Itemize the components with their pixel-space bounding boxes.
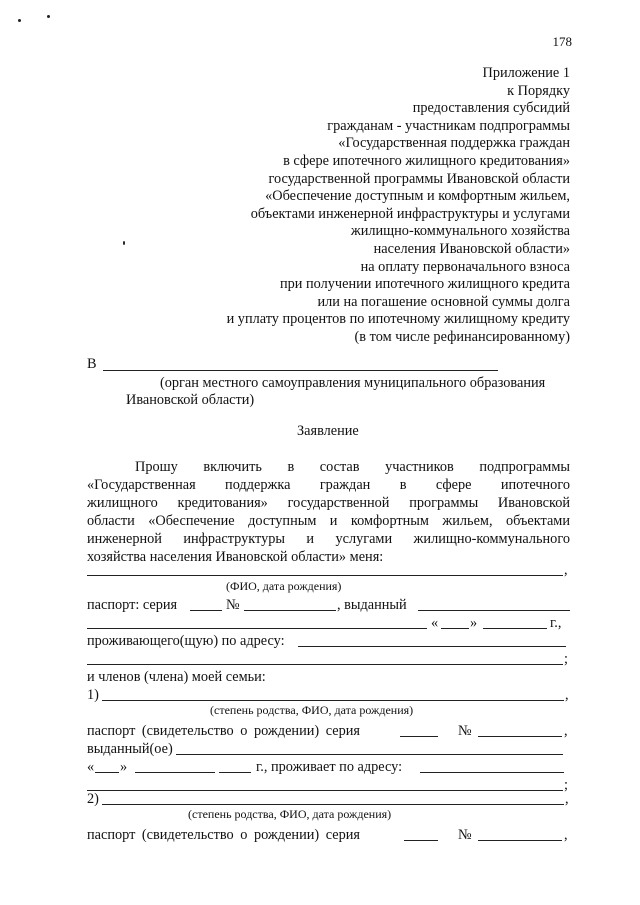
member-1-number-field[interactable] — [478, 736, 562, 737]
appendix-line: гражданам - участникам подпрограммы — [327, 117, 570, 134]
appendix-line: государственной программы Ивановской области — [268, 170, 570, 187]
appendix-line: на оплату первоначального взноса — [360, 258, 570, 275]
body-line: Прошу включить в состав участников подпрограммы — [135, 459, 570, 475]
page-number: 178 — [552, 34, 572, 49]
passport-series-label: паспорт: серия — [87, 597, 178, 613]
member-1-number: 1) — [87, 687, 99, 703]
appendix-line: жилищно-коммунального хозяйства — [350, 223, 570, 240]
member-2-number: 2) — [87, 791, 99, 807]
member-2-number-field[interactable] — [478, 840, 562, 841]
appendix-line: в сфере ипотечного жилищного кредитования» — [283, 152, 570, 169]
stray-mark — [123, 241, 125, 245]
member-2-passport-label: паспорт (свидетельство о рождении) серия — [87, 827, 360, 843]
fio-caption: (ФИО, дата рождения) — [226, 579, 342, 593]
appendix-line: к Порядку — [507, 82, 570, 99]
member-1-passport-label: паспорт (свидетельство о рождении) серия — [87, 723, 360, 739]
appendix-line: Приложение 1 — [482, 65, 570, 81]
date-close: » — [470, 615, 478, 631]
member-1-issued-field[interactable] — [176, 754, 563, 755]
member-1-field[interactable] — [102, 700, 564, 701]
passport-issued-field[interactable] — [418, 610, 570, 611]
member-2-series-field[interactable] — [404, 840, 438, 841]
date-open: « — [431, 615, 439, 631]
member-1-resides-label: г., проживает по адресу: — [256, 759, 403, 775]
member-1-number-sign: № — [458, 723, 472, 739]
residing-field-2[interactable] — [87, 664, 563, 665]
applicant-fio-field[interactable] — [87, 575, 563, 576]
passport-issued-label: , выданный — [337, 597, 407, 613]
appendix-line: объектами инженерной инфраструктуры и услугами — [250, 205, 570, 222]
passport-issued-field-2[interactable] — [87, 628, 427, 629]
body-line: хозяйства населения Ивановской области» меня: — [87, 549, 384, 565]
body-line: инженерной инфраструктуры и услугами жилищно-коммунального — [87, 531, 570, 547]
stray-mark — [18, 19, 21, 22]
appendix-line: предоставления субсидий — [412, 100, 570, 117]
member-1-address-field-2[interactable] — [87, 790, 563, 791]
relation-caption: (степень родства, ФИО, дата рождения) — [188, 807, 392, 821]
member-1-issued-label: выданный(ое) — [87, 741, 173, 757]
residing-field[interactable] — [298, 646, 566, 647]
date-close: » — [120, 759, 128, 775]
addressee-caption-2: Ивановской области) — [126, 392, 255, 408]
passport-number-sign: № — [226, 597, 240, 613]
date-day-field[interactable] — [441, 628, 469, 629]
year-suffix: г., — [550, 615, 562, 631]
passport-number-field[interactable] — [244, 610, 336, 611]
residing-label: проживающего(щую) по адресу: — [87, 633, 285, 649]
appendix-line: «Обеспечение доступным и комфортным жильем, — [265, 188, 570, 205]
member-1-month-field[interactable] — [135, 772, 215, 773]
member-2-field[interactable] — [102, 804, 564, 805]
document-title: Заявление — [297, 423, 359, 439]
comma: , — [565, 687, 569, 703]
semicolon: ; — [564, 651, 568, 667]
comma: , — [564, 827, 568, 843]
addressee-caption-1: (орган местного самоуправления муниципального образования — [160, 375, 546, 391]
member-2-number-sign: № — [458, 827, 472, 843]
body-line: области «Обеспечение доступным и комфортным жильем, объектами — [87, 513, 570, 529]
appendix-line: при получении ипотечного жилищного кредита — [279, 276, 570, 293]
member-1-series-field[interactable] — [400, 736, 438, 737]
member-1-address-field[interactable] — [420, 772, 564, 773]
comma: , — [564, 723, 568, 739]
comma: , — [565, 791, 569, 807]
appendix-line: (в том числе рефинансированному) — [354, 328, 570, 345]
semicolon: ; — [564, 777, 568, 793]
comma: , — [564, 562, 568, 578]
family-members-label: и членов (члена) моей семьи: — [87, 669, 266, 685]
appendix-line: «Государственная поддержка граждан — [338, 135, 570, 152]
relation-caption: (степень родства, ФИО, дата рождения) — [210, 703, 414, 717]
appendix-header — [130, 65, 570, 347]
date-month-field[interactable] — [483, 628, 547, 629]
member-1-day-field[interactable] — [95, 772, 119, 773]
date-open: « — [87, 759, 95, 775]
appendix-line: населения Ивановской области» — [373, 240, 570, 257]
appendix-line: и уплату процентов по ипотечному жилищному кредиту — [226, 311, 570, 328]
addressee-field[interactable] — [103, 370, 498, 371]
body-line: жилищного кредитования» государственной программы Ивановской — [87, 495, 570, 511]
stray-mark — [47, 15, 50, 18]
passport-series-field[interactable] — [190, 610, 222, 611]
appendix-line: или на погашение основной суммы долга — [317, 293, 570, 310]
member-1-year-field[interactable] — [219, 772, 251, 773]
addressee-prefix: В — [87, 356, 97, 372]
body-line: «Государственная поддержка граждан в сфере ипотечного — [87, 477, 570, 493]
